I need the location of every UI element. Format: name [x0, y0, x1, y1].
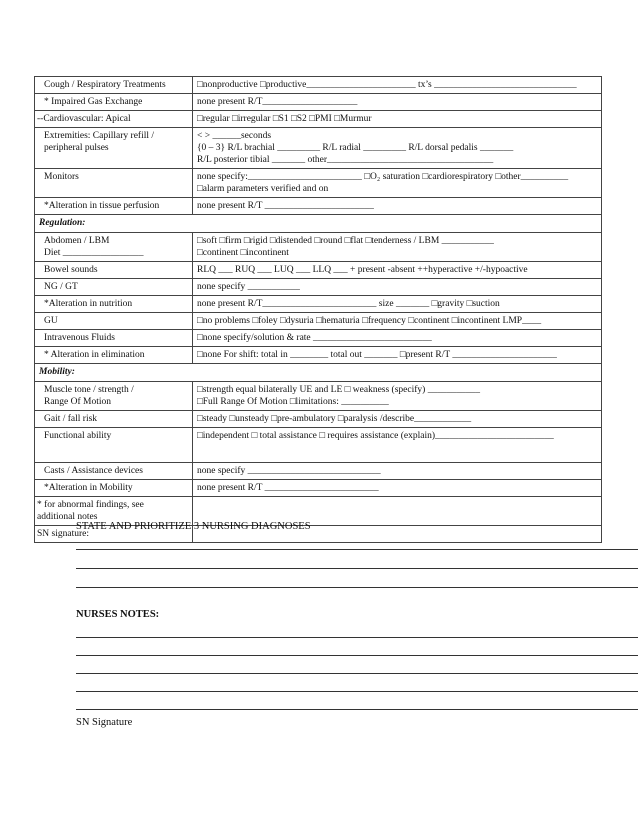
diagnosis-line-3[interactable]	[76, 587, 638, 588]
row-value-field[interactable]	[193, 382, 602, 411]
row-value-line: {0 – 3} R/L brachial _________ R/L radial _________ R/L dorsal pedalis _______	[197, 143, 514, 153]
row-label-line: peripheral pulses	[44, 143, 109, 153]
section-header	[35, 364, 602, 382]
row-value-line: RLQ ___ RUQ ___ LUQ ___ LLQ ___ + present -absent ++hyperactive +/-hypoactive	[197, 265, 528, 275]
assessment-rows	[35, 77, 602, 543]
row-label-line: Bowel sounds	[44, 265, 98, 275]
row-label-line: Intravenous Fluids	[44, 333, 115, 343]
row-value-line: □continent □incontinent	[197, 248, 289, 258]
row-value-line: □nonproductive □productive_______________________ tx’s ______________________________	[197, 80, 577, 90]
row-value-line: < > ______seconds	[197, 131, 272, 141]
table-row	[35, 382, 602, 411]
row-label-line: additional notes	[37, 512, 98, 522]
table-row	[35, 428, 602, 463]
row-value-field[interactable]	[193, 279, 602, 296]
table-row	[35, 262, 602, 279]
row-label-line: *Alteration in tissue perfusion	[44, 201, 160, 211]
row-value-field[interactable]	[193, 77, 602, 94]
table-row	[35, 233, 602, 262]
row-label-line: NG / GT	[44, 282, 78, 292]
row-label	[35, 330, 193, 347]
table-row	[35, 111, 602, 128]
row-value-line: □none For shift: total in ________ total out _______ □present R/T ______________________	[197, 350, 557, 360]
row-label	[35, 279, 193, 296]
nurses-notes-title: NURSES NOTES:	[76, 609, 160, 620]
row-label	[35, 411, 193, 428]
row-value-field[interactable]	[193, 330, 602, 347]
row-label	[35, 313, 193, 330]
diagnoses-title: STATE AND PRIORITIZE 3 NURSING DIAGNOSES	[76, 521, 311, 532]
row-value-line: □strength equal bilaterally UE and LE □ weakness (specify) ___________	[197, 385, 480, 395]
row-value-field[interactable]	[193, 296, 602, 313]
row-label-line: * Alteration in elimination	[44, 350, 145, 360]
row-label-line: Cough / Respiratory Treatments	[44, 80, 166, 90]
row-value-field[interactable]	[193, 428, 602, 463]
row-label-line: *Alteration in Mobility	[44, 483, 133, 493]
sn-signature-label: SN Signature	[76, 717, 133, 728]
row-label-line: --Cardiovascular: Apical	[37, 114, 131, 124]
row-value-line: □Full Range Of Motion □limitations: __________	[197, 397, 389, 407]
row-value-line: □regular □irregular □S1 □S2 □PMI □Murmur	[197, 114, 372, 124]
notes-line-5[interactable]	[76, 709, 638, 710]
row-value-line: □none specify/solution & rate _________________________	[197, 333, 432, 343]
row-label	[35, 94, 193, 111]
table-row	[35, 77, 602, 94]
section-header	[35, 215, 602, 233]
notes-line-2[interactable]	[76, 655, 638, 656]
row-label	[35, 198, 193, 215]
row-value-line: none present R/T________________________ size _______ □gravity □suction	[197, 299, 500, 309]
row-value-line: none present R/T ________________________	[197, 483, 379, 493]
row-value-field[interactable]	[193, 262, 602, 279]
table-row	[35, 330, 602, 347]
row-value-line: □independent □ total assistance □ requires assistance (explain)_________________________	[197, 431, 554, 441]
row-value-line: none present R/T _______________________	[197, 201, 374, 211]
row-label-line: Abdomen / LBM	[44, 236, 110, 246]
assessment-table	[34, 76, 602, 543]
row-value-field[interactable]	[193, 94, 602, 111]
row-label-line: * Impaired Gas Exchange	[44, 97, 143, 107]
table-row	[35, 128, 602, 169]
row-label	[35, 463, 193, 480]
row-label-line: Gait / fall risk	[44, 414, 98, 424]
notes-line-4[interactable]	[76, 691, 638, 692]
row-value-line: R/L posterior tibial _______ other___________________________________	[197, 155, 494, 165]
row-label	[35, 233, 193, 262]
row-value-line: none specify:________________________ □O₂ saturation □cardiorespiratory □other__________	[197, 172, 569, 182]
table-row	[35, 347, 602, 364]
row-value-field[interactable]	[193, 480, 602, 497]
row-value-field[interactable]	[193, 411, 602, 428]
row-value-line: □steady □unsteady □pre-ambulatory □paralysis /describe____________	[197, 414, 472, 424]
table-row	[35, 198, 602, 215]
row-label-line: Casts / Assistance devices	[44, 466, 143, 476]
row-label	[35, 382, 193, 411]
row-value-field[interactable]	[193, 313, 602, 330]
row-label-line: * for abnormal findings, see	[37, 500, 144, 510]
notes-line-3[interactable]	[76, 673, 638, 674]
row-value-field[interactable]	[193, 233, 602, 262]
table-row	[35, 480, 602, 497]
diagnosis-line-1[interactable]	[76, 549, 638, 550]
row-label	[35, 128, 193, 169]
row-label-line: Extremities: Capillary refill /	[44, 131, 155, 141]
table-row	[35, 279, 602, 296]
table-row	[35, 411, 602, 428]
row-label	[35, 111, 193, 128]
section-title: Mobility:	[35, 364, 602, 382]
row-label	[35, 77, 193, 94]
table-row	[35, 169, 602, 198]
row-value-line: none specify ____________________________	[197, 466, 381, 476]
row-value-line: □soft □firm □rigid □distended □round □flat □tenderness / LBM ___________	[197, 236, 494, 246]
row-label-line: Diet _________________	[44, 248, 144, 258]
row-value-line: □no problems □foley □dysuria □hematuria □frequency □continent □incontinent LMP____	[197, 316, 542, 326]
row-value-line: none present R/T____________________	[197, 97, 358, 107]
row-label	[35, 296, 193, 313]
row-value-field[interactable]	[193, 169, 602, 198]
diagnosis-line-2[interactable]	[76, 568, 638, 569]
row-value-field[interactable]	[193, 128, 602, 169]
row-value-field[interactable]	[193, 347, 602, 364]
row-label	[35, 347, 193, 364]
row-label	[35, 262, 193, 279]
table-row	[35, 94, 602, 111]
row-value-line: none specify ___________	[197, 282, 300, 292]
row-label	[35, 169, 193, 198]
section-title: Regulation:	[35, 215, 602, 233]
row-label-line: Range Of Motion	[44, 397, 112, 407]
row-value-field[interactable]	[193, 198, 602, 215]
row-label-line: Functional ability	[44, 431, 112, 441]
table-row	[35, 296, 602, 313]
row-label	[35, 480, 193, 497]
row-value-field[interactable]	[193, 463, 602, 480]
table-row	[35, 313, 602, 330]
row-label-line: Monitors	[44, 172, 79, 182]
row-label	[35, 428, 193, 463]
table-row	[35, 463, 602, 480]
row-label-line: *Alteration in nutrition	[44, 299, 133, 309]
notes-line-1[interactable]	[76, 637, 638, 638]
row-value-line: □alarm parameters verified and on	[197, 184, 329, 194]
row-label-line: GU	[44, 316, 58, 326]
row-label-line: SN signature:	[37, 529, 89, 539]
row-value-field[interactable]	[193, 111, 602, 128]
row-label-line: Muscle tone / strength /	[44, 385, 134, 395]
